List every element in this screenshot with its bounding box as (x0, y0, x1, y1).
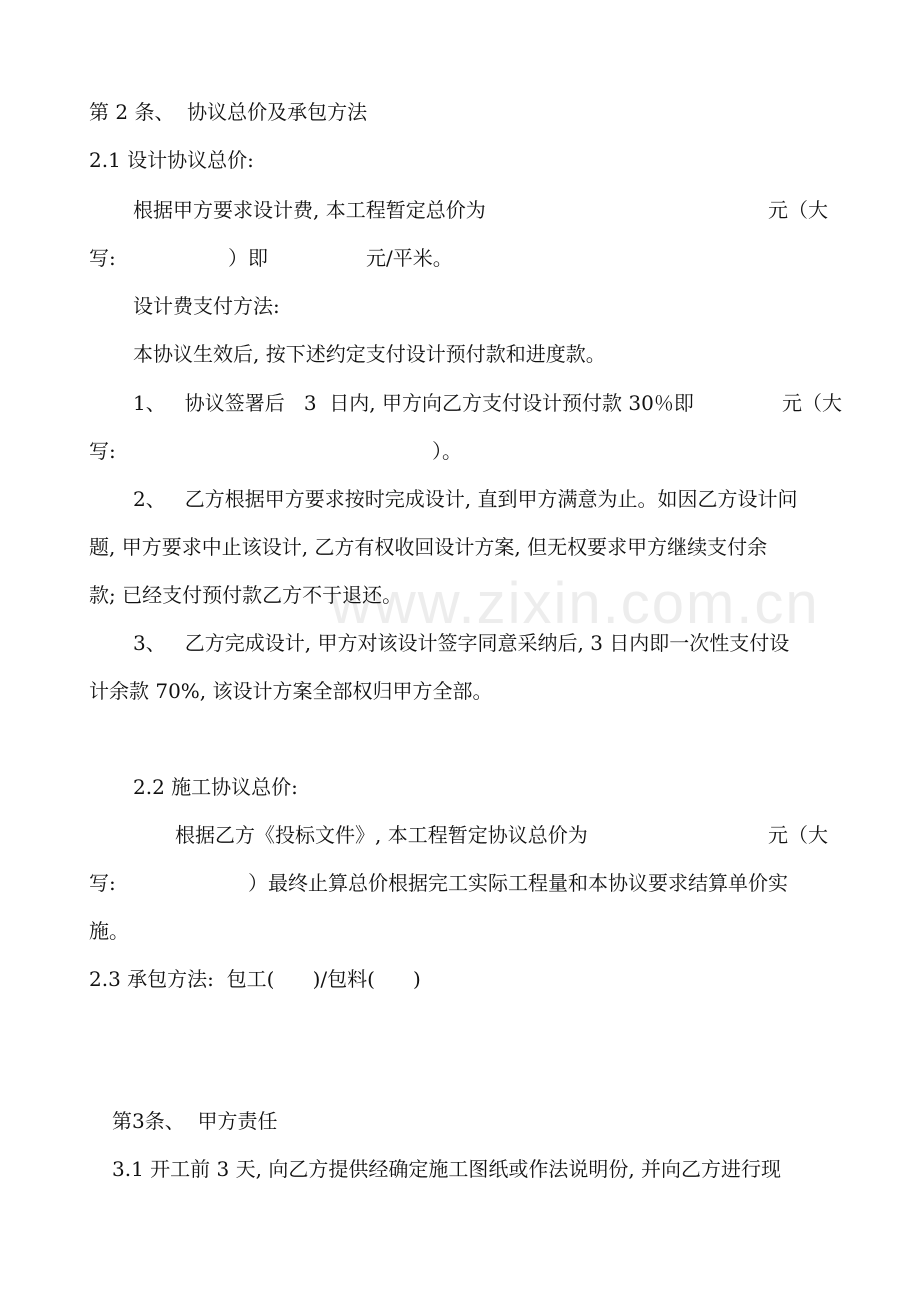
section-2-2-title: 2.2 施工协议总价: (133, 775, 298, 799)
payment-item-2-line-1: 2、 乙方根据甲方要求按时完成设计, 直到甲方满意为止。如因乙方设计问 (133, 487, 798, 511)
payment-intro: 本协议生效后, 按下述约定支付设计预付款和进度款。 (133, 342, 606, 366)
payment-item-3-line-2: 计余款 70%, 该设计方案全部权归甲方全部。 (89, 679, 493, 703)
payment-method-title: 设计费支付方法: (133, 294, 280, 318)
article-3-heading: 第3条、 甲方责任 (112, 1109, 278, 1133)
payment-item-2-line-3: 款; 已经支付预付款乙方不于退还。 (89, 583, 403, 607)
section-2-2-write-label: 写: (89, 871, 116, 895)
section-2-1-unit-price: 元/平米。 (366, 246, 453, 270)
section-2-1-text: 根据甲方要求设计费, 本工程暂定总价为 (133, 198, 486, 222)
payment-item-3-line-1: 3、 乙方完成设计, 甲方对该设计签字同意采纳后, 3 日内即一次性支付设 (133, 631, 790, 655)
section-2-1-write-label: 写: (89, 246, 116, 270)
payment-item-1: 1、 协议签署后 3 日内, 甲方向乙方支付设计预付款 30％即 (133, 391, 694, 415)
payment-item-1-amount-suffix: 元（大 (782, 391, 842, 415)
payment-item-2-line-2: 题, 甲方要求中止该设计, 乙方有权收回设计方案, 但无权要求甲方继续支付余 (89, 535, 768, 559)
section-2-1-title: 2.1 设计协议总价: (89, 148, 254, 172)
section-2-1-text-amount-suffix: 元（大 (768, 198, 828, 222)
section-2-2-text-amount-suffix: 元（大 (768, 823, 828, 847)
section-2-2-text: 根据乙方《投标文件》, 本工程暂定协议总价为 (175, 823, 588, 847)
section-3-1-text: 3.1 开工前 3 天, 向乙方提供经确定施工图纸或作法说明份, 并向乙方进行现 (112, 1157, 782, 1181)
article-2-heading: 第 2 条、 协议总价及承包方法 (89, 100, 368, 124)
payment-item-1-write-close: ）。 (432, 439, 462, 463)
watermark: www.zixin.com.cn (330, 571, 820, 636)
payment-item-1-write-label: 写: (89, 439, 116, 463)
section-2-2-text-end: 施。 (89, 919, 129, 943)
section-2-3-contract-method: 2.3 承包方法: 包工( )/包料( ) (89, 967, 421, 991)
section-2-1-write-close: ）即 (228, 246, 268, 270)
section-2-2-settlement-text: ）最终止算总价根据完工实际工程量和本协议要求结算单价实 (248, 871, 788, 895)
